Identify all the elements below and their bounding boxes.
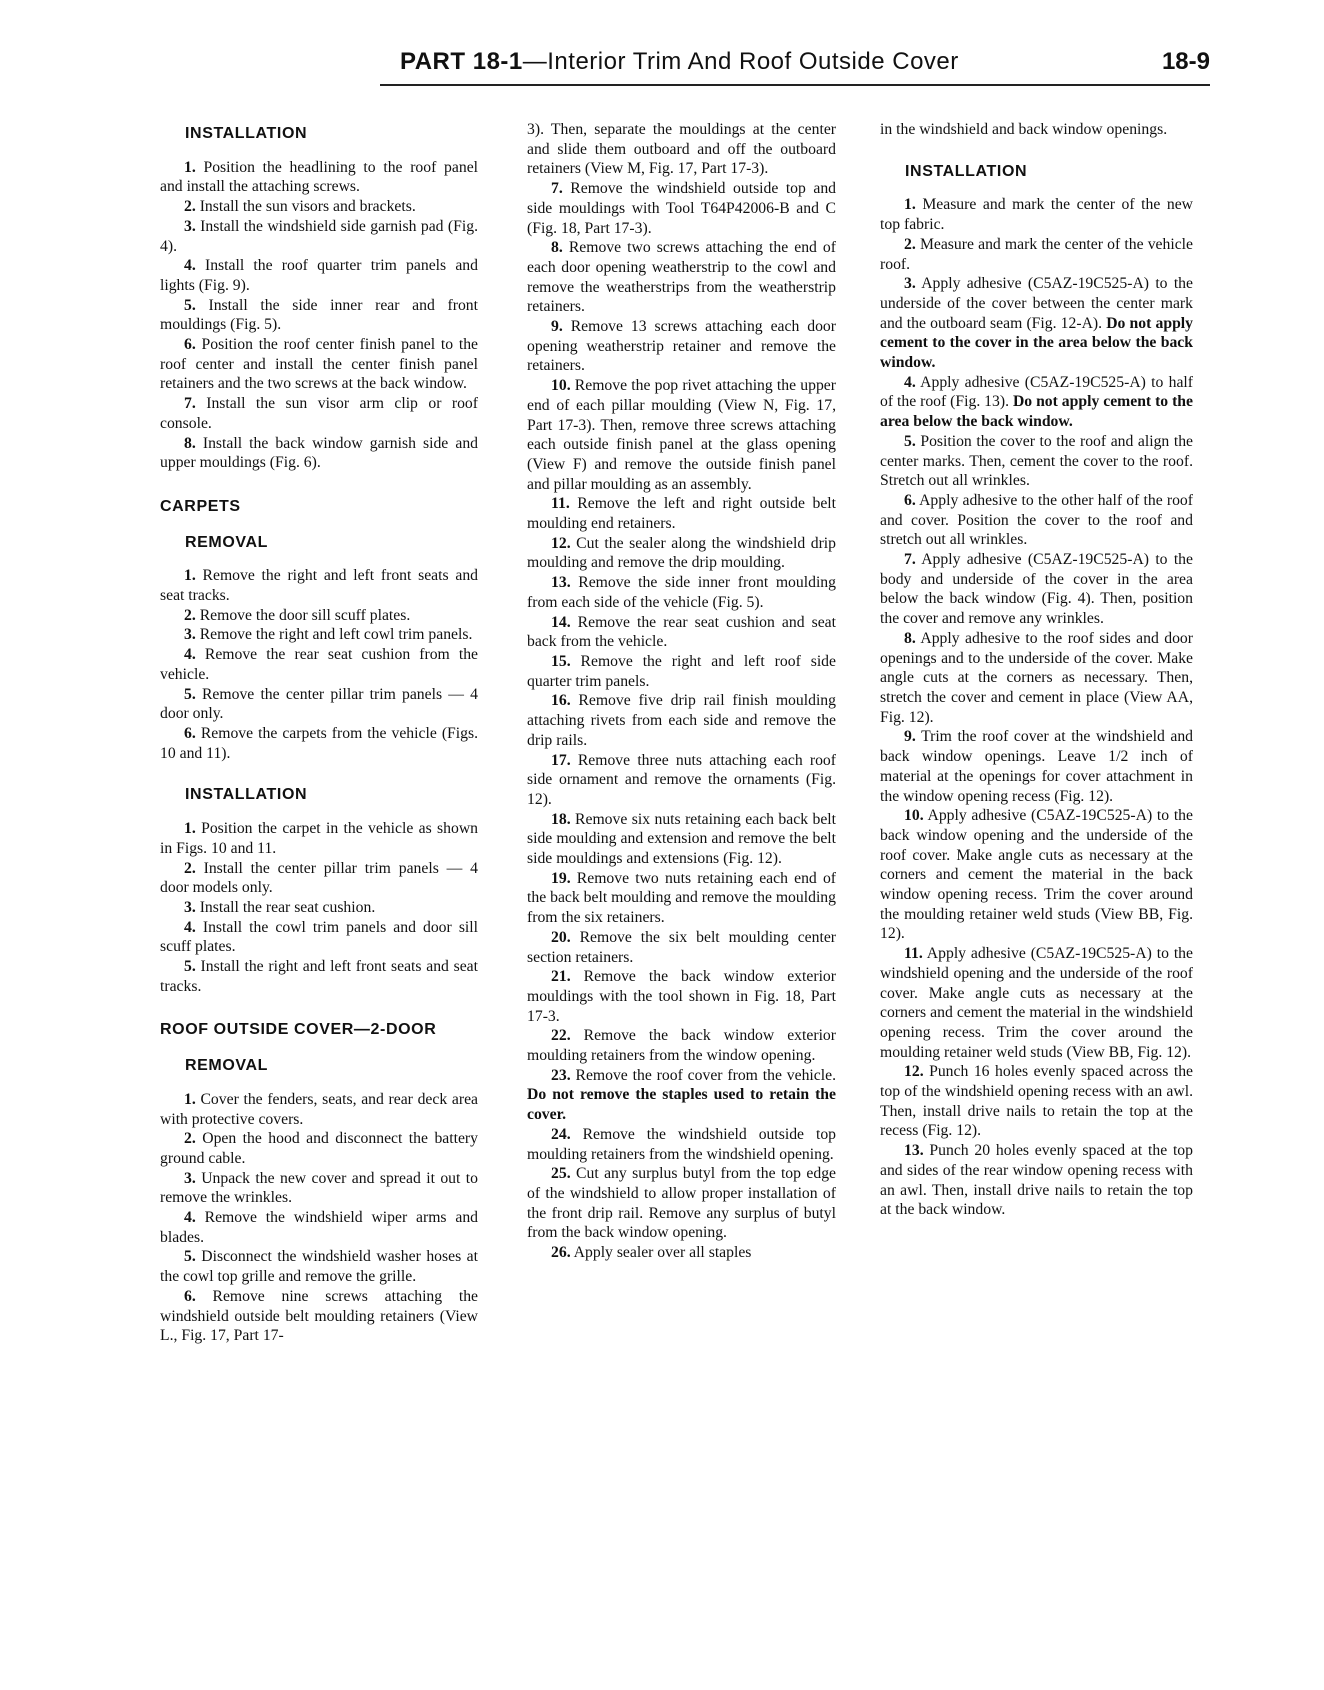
step: 6. Remove the carpets from the vehicle (Figs. 10 and 11). [160,724,479,762]
step: 4. Install the cowl trim panels and door sill scuff plates. [160,918,478,956]
heading-installation-2: INSTALLATION [185,786,308,804]
removal-steps-2 [160,1090,478,1346]
step: 7. Remove the windshield outside top and side mouldings with Tool T64P42006-B and C (Fig. 18, Part 17-3). [527,180,837,237]
step: 19. Remove two nuts retaining each end of the back belt moulding and remove the moulding from the six retainers. [527,869,837,927]
step: 4. Remove the rear seat cushion from the vehicle. [160,646,479,683]
column-2 [527,120,836,1263]
step: 21. Remove the back window exterior mouldings with the tool shown in Fig. 18, Part 17-3. [527,968,836,1025]
step: 2. Remove the door sill scuff plates. [184,606,411,624]
step: 4. Remove the windshield wiper arms and blades. [160,1209,479,1246]
installation-steps-3 [880,195,1193,1220]
installation-steps-2 [160,819,478,996]
step: 8. Remove two screws attaching the end of each door opening weatherstrip to the cowl and remove the weatherstrips from the weatherstrip retainers. [527,239,837,316]
step: 3. Install the windshield side garnish pad (Fig. 4). [160,217,478,255]
continued-text: 3). Then, separate the mouldings at the center and slide them outboard and off the outboard retainers (View M, Fig. 17, Part 17-3). [527,121,836,178]
step: 22. Remove the back window exterior moulding retainers from the window opening. [527,1027,836,1065]
step: 6. Position the roof center finish panel to the roof center and install the center finish panel retainers and the two screws at the back window. [160,336,479,393]
warning-text: Do not apply cement to the area below the back window. [880,393,1193,431]
step: 24. Remove the windshield outside top moulding retainers from the windshield opening. [527,1125,837,1163]
step: 5. Install the side inner rear and front mouldings (Fig. 5). [160,296,479,334]
page-number: 18-9 [1161,48,1210,75]
heading-removal-2: REMOVAL [185,1057,269,1075]
step: 4. Apply adhesive (C5AZ-19C525-A) to half of the roof (Fig. 13). Do not apply cement to the area below the back window. [880,373,1193,431]
step: 2. Open the hood and disconnect the battery ground cable. [160,1130,478,1167]
step: 17. Remove three nuts attaching each roof side ornament and remove the ornaments (Fig. 12). [527,751,837,808]
step: 7. Apply adhesive (C5AZ-19C525-A) to the body and underside of the cover in the area below the back window (Fig. 4). Then, position the cover and remove any wrinkles. [880,551,1193,628]
heading-installation: INSTALLATION [185,125,308,142]
step: 2. Install the center pillar trim panels — 4 door models only. [160,859,478,897]
header-rule [380,84,1210,86]
step: 18. Remove six nuts retaining each back belt side moulding and extension and remove the belt side mouldings and extensions (Fig. 12). [527,810,836,868]
step: 6. Apply adhesive to the other half of the roof and cover. Position the cover to the roof and stretch out all wrinkles. [880,491,1193,549]
step: 23. Remove the roof cover from the vehicle. Do not remove the staples used to retain the cover. [527,1066,836,1124]
column-1 [160,120,478,1346]
step: 5. Disconnect the windshield washer hoses at the cowl top grille and remove the grille. [160,1248,478,1286]
step: 4. Install the roof quarter trim panels and lights (Fig. 9). [160,257,478,294]
step: 13. Punch 20 holes evenly spaced at the top and sides of the rear window opening recess with an awl. Then, install drive nails to retain the top at the back window. [880,1142,1193,1219]
step: 11. Apply adhesive (C5AZ-19C525-A) to the windshield opening and the underside of the roof cover. Make angle cuts as necessary at the corners and cement the material in the windshield opening recess. Trim the cover around the moulding retainer weld studs (View BB, Fig. 12). [880,945,1193,1061]
step: 1. Position the carpet in the vehicle as shown in Figs. 10 and 11. [160,820,478,857]
step: 12. Cut the sealer along the windshield drip moulding and remove the drip moulding. [527,534,837,572]
step: 6. Remove nine screws attaching the windshield outside belt moulding retainers (View L., Fig. 17, Part 17- [160,1287,478,1345]
column-3 [880,120,1193,1220]
step: 12. Punch 16 holes evenly spaced across the top of the windshield opening recess with an awl. Then, install drive nails to retain the top at the recess (Fig. 12). [880,1063,1193,1140]
step: 10. Apply adhesive (C5AZ-19C525-A) to the back window opening and the underside of the roof cover. Make angle cuts as necessary at the corners and cement the material in the back window opening recess. Trim the cover around the moulding retainer weld studs (View BB, Fig. 12). [880,807,1193,943]
step: 3. Install the rear seat cushion. [184,898,376,916]
step: 5. Remove the center pillar trim panels — 4 door only. [160,685,478,723]
step: 3. Apply adhesive (C5AZ-19C525-A) to the underside of the cover between the center mark and the outboard seam (Fig. 12-A). Do not apply cement to the cover in the area below the back window. [880,275,1193,372]
heading-removal: REMOVAL [185,533,269,551]
installation-steps [160,158,478,473]
step: 8. Apply adhesive to the roof sides and door openings and to the underside of the cover. Make angle cuts at the corners as necessary. Then, stretch the cover and cement in place (View AA, Fig. 12). [880,629,1194,726]
step: 20. Remove the six belt moulding center section retainers. [527,928,837,966]
heading-carpets: CARPETS [160,497,241,515]
step: 7. Install the sun visor arm clip or roof console. [160,395,478,432]
step: 11. Remove the left and right outside belt moulding end retainers. [527,495,837,533]
header-title [400,48,959,76]
step: 2. Measure and mark the center of the vehicle roof. [880,235,1193,273]
step: 10. Remove the pop rivet attaching the upper end of each pillar moulding (View N, Fig. 17, Part 17-3). Then, remove three screws attaching each outside finish panel at the glass opening (View F) and remove the outside finish panel and pillar moulding as an assembly. [527,377,836,493]
step: 3. Unpack the new cover and spread it out to remove the wrinkles. [160,1169,479,1207]
step: 1. Cover the fenders, seats, and rear deck area with protective covers. [160,1090,478,1128]
step: 9. Trim the roof cover at the windshield and back window openings. Leave 1/2 inch of material at the openings for cover attachment in the window opening recess (Fig. 12). [880,728,1194,805]
step: 13. Remove the side inner front moulding from each side of the vehicle (Fig. 5). [527,574,836,611]
warning-text: Do not remove the staples used to retain the cover. [527,1086,836,1124]
part-label: PART 18-1 [400,48,523,75]
heading-installation-3: INSTALLATION [905,162,1028,180]
step: 25. Cut any surplus butyl from the top edge of the windshield to allow proper installation of the front drip rail. Remove any surplus of butyl from the back window opening. [527,1165,836,1242]
step: 14. Remove the rear seat cushion and seat back from the vehicle. [527,613,836,651]
step: 16. Remove five drip rail finish moulding attaching rivets from each side and remove the drip rails. [527,692,836,749]
step: 5. Install the right and left front seats and seat tracks. [160,958,479,995]
heading-roof-outside-cover: ROOF OUTSIDE COVER—2-DOOR [160,1021,437,1039]
step: 2. Install the sun visors and brackets. [184,198,416,216]
removal-steps-continued [527,179,836,1263]
step: 1. Remove the right and left front seats and seat tracks. [160,567,479,605]
warning-text: Do not apply cement to the cover in the area below the back window. [880,314,1193,372]
part-title: —Interior Trim And Roof Outside Cover [522,48,959,75]
removal-steps [160,566,478,763]
page-header [380,48,1210,94]
step: 1. Position the headlining to the roof panel and install the attaching screws. [160,158,479,196]
continued-text: in the windshield and back window openings. [880,121,1168,138]
step: 15. Remove the right and left roof side quarter trim panels. [527,652,836,690]
step: 8. Install the back window garnish side and upper mouldings (Fig. 6). [160,434,479,472]
step: 5. Position the cover to the roof and align the center marks. Then, cement the cover to the roof. Stretch out all wrinkles. [880,432,1194,490]
step: 1. Measure and mark the center of the new top fabric. [880,196,1193,234]
step: 3. Remove the right and left cowl trim panels. [184,626,473,644]
step: 9. Remove 13 screws attaching each door opening weatherstrip retainer and remove the retainers. [527,318,837,375]
step: 26. Apply sealer over all staples [551,1244,752,1262]
